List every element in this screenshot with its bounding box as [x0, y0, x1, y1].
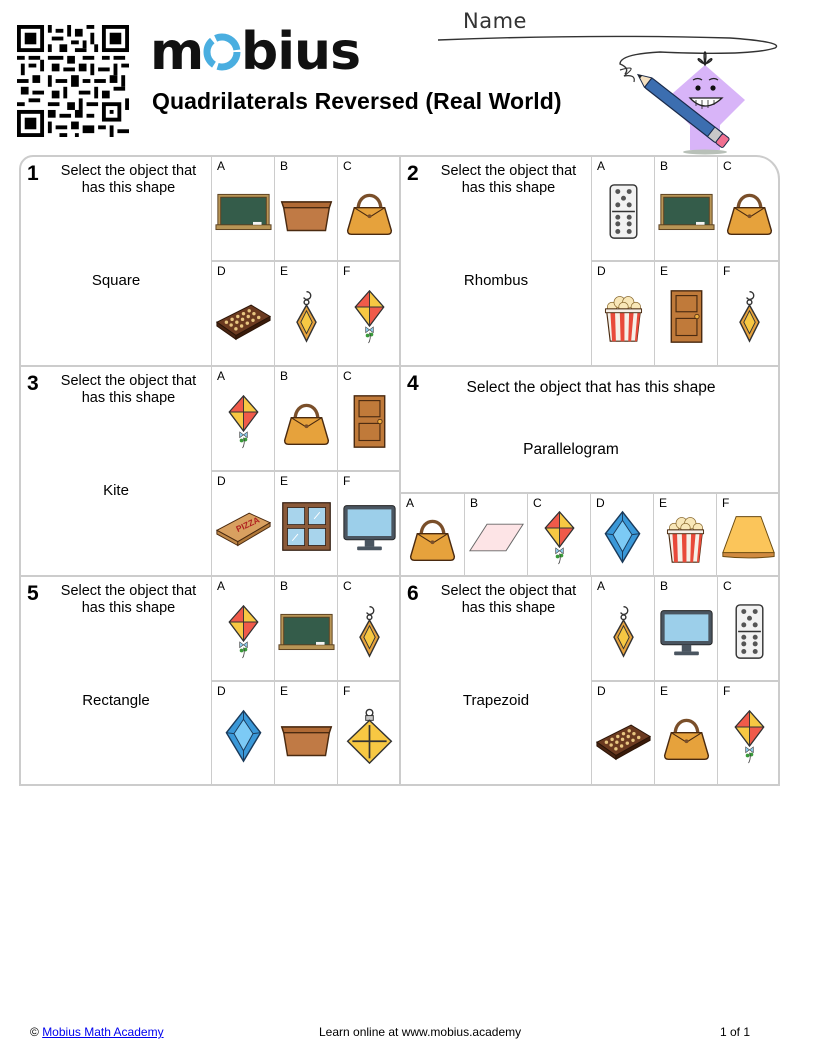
option-letter: A: [217, 579, 226, 593]
problem-3: [21, 367, 401, 577]
popcorn-icon: [595, 288, 652, 345]
option-e[interactable]: [274, 260, 337, 365]
footer-learn-online: Learn online at www.mobius.academy: [319, 1025, 522, 1039]
option-a[interactable]: [211, 157, 274, 262]
option-c[interactable]: [337, 367, 400, 472]
option-letter: A: [217, 369, 226, 383]
option-letter: C: [723, 579, 732, 593]
pizza-box-icon: [215, 498, 272, 555]
option-letter: F: [343, 474, 351, 488]
chocolate-box-icon: [215, 288, 272, 345]
mascot-illustration: [610, 40, 780, 155]
worksheet-title: Quadrilaterals Reversed (Real World): [152, 88, 562, 114]
gem-icon: [594, 509, 651, 566]
window-icon: [278, 498, 335, 555]
handbag-icon: [721, 183, 778, 240]
shape-name: Rectangle: [82, 692, 150, 709]
planter-box-icon: [278, 708, 335, 765]
option-f[interactable]: [717, 260, 780, 365]
door-icon: [658, 288, 715, 345]
svg-text:m: m: [150, 22, 204, 78]
problem-number: 3: [27, 372, 39, 395]
option-c[interactable]: [527, 492, 590, 577]
problem-number: 1: [27, 162, 39, 185]
problem-prompt: Select the object that has this shape: [60, 163, 197, 196]
option-a[interactable]: [211, 367, 274, 472]
option-letter: C: [343, 579, 352, 593]
diamond-earring-icon: [341, 603, 398, 660]
problem-prompt: Select the object that has this shape: [60, 583, 197, 616]
option-d[interactable]: [591, 680, 654, 785]
option-letter: C: [343, 159, 352, 173]
option-letter: C: [723, 159, 732, 173]
option-d[interactable]: [211, 470, 274, 575]
option-b[interactable]: [464, 492, 527, 577]
handbag-icon: [658, 708, 715, 765]
option-letter: A: [597, 159, 606, 173]
handbag-icon: [341, 183, 398, 240]
chalkboard-icon: [658, 183, 715, 240]
problem-6: [401, 577, 780, 786]
option-letter: B: [660, 579, 669, 593]
diamond-earring-icon: [595, 603, 652, 660]
option-letter: A: [597, 579, 606, 593]
shape-name: Square: [91, 272, 141, 289]
option-e[interactable]: [653, 492, 716, 577]
option-letter: B: [660, 159, 669, 173]
problem-5: [21, 577, 401, 786]
option-d[interactable]: [591, 260, 654, 365]
option-e[interactable]: [654, 260, 717, 365]
kite-icon: [215, 603, 272, 660]
option-f[interactable]: [337, 470, 400, 575]
option-letter: A: [406, 496, 415, 510]
kite-icon: [341, 288, 398, 345]
option-letter: F: [343, 264, 351, 278]
popcorn-icon: [657, 509, 714, 566]
qr-code: [17, 25, 129, 137]
chalkboard-icon: [215, 183, 272, 240]
option-b[interactable]: [654, 157, 717, 262]
svg-text:bius: bius: [241, 22, 360, 78]
option-a[interactable]: [401, 492, 464, 577]
footer-copyright: [30, 1025, 164, 1039]
option-d[interactable]: [211, 260, 274, 365]
option-b[interactable]: [654, 577, 717, 682]
problem-4: [401, 367, 780, 577]
shape-name: Kite: [103, 482, 129, 499]
problem-grid: [19, 155, 780, 786]
problem-number: 2: [407, 162, 419, 185]
planter-box-icon: [278, 183, 335, 240]
option-letter: B: [280, 159, 289, 173]
problem-prompt: Select the object that has this shape: [60, 373, 197, 406]
option-letter: E: [280, 684, 289, 698]
page-number: 1 of 1: [720, 1025, 751, 1039]
option-letter: E: [660, 684, 669, 698]
copyright-symbol: ©: [30, 1025, 39, 1039]
option-letter: B: [280, 579, 289, 593]
option-d[interactable]: [590, 492, 653, 577]
lampshade-icon: [720, 509, 777, 566]
option-letter: D: [597, 264, 606, 278]
option-e[interactable]: [654, 680, 717, 785]
kite-icon: [215, 393, 272, 450]
diamond-earring-icon: [721, 288, 778, 345]
option-d[interactable]: [211, 680, 274, 785]
diamond-earring-icon: [278, 288, 335, 345]
option-b[interactable]: [274, 577, 337, 682]
handbag-icon: [404, 509, 461, 566]
kite-icon: [721, 708, 778, 765]
option-letter: F: [722, 496, 730, 510]
problem-prompt: Select the object that has this shape: [440, 583, 577, 616]
option-b[interactable]: [274, 367, 337, 472]
option-letter: B: [280, 369, 289, 383]
option-c[interactable]: [717, 577, 780, 682]
option-a[interactable]: [211, 577, 274, 682]
option-letter: F: [723, 684, 731, 698]
problem-prompt: Select the object that has this shape: [440, 163, 577, 196]
option-f[interactable]: [717, 680, 780, 785]
option-letter: D: [217, 264, 226, 278]
option-e[interactable]: [274, 470, 337, 575]
problem-1: [21, 157, 401, 367]
option-letter: E: [659, 496, 668, 510]
option-letter: A: [217, 159, 226, 173]
problem-number: 5: [27, 582, 39, 605]
option-c[interactable]: [337, 577, 400, 682]
option-letter: E: [280, 474, 289, 488]
option-e[interactable]: [274, 680, 337, 785]
shape-name: Rhombus: [463, 272, 529, 289]
problem-prompt: Select the object that has this shape: [466, 379, 716, 396]
option-letter: D: [217, 684, 226, 698]
option-letter: C: [533, 496, 542, 510]
name-label: Name: [463, 9, 527, 33]
problem-number: 4: [407, 372, 419, 395]
mobius-academy-link[interactable]: Mobius Math Academy: [42, 1025, 164, 1039]
monitor-icon: [658, 603, 715, 660]
option-letter: D: [597, 684, 606, 698]
option-letter: F: [723, 264, 731, 278]
problem-number: 6: [407, 582, 419, 605]
option-letter: E: [280, 264, 289, 278]
option-f[interactable]: [337, 260, 400, 365]
option-b[interactable]: [274, 157, 337, 262]
kite-icon: [531, 509, 588, 566]
shape-name: Parallelogram: [523, 441, 619, 458]
option-letter: F: [343, 684, 351, 698]
option-c[interactable]: [717, 157, 780, 262]
option-letter: C: [343, 369, 352, 383]
shape-name: Trapezoid: [462, 692, 530, 709]
option-a[interactable]: [591, 577, 654, 682]
chalkboard-icon: [278, 603, 335, 660]
problem-2: [401, 157, 780, 367]
option-c[interactable]: [337, 157, 400, 262]
option-letter: D: [217, 474, 226, 488]
option-letter: E: [660, 264, 669, 278]
domino-icon: [595, 183, 652, 240]
mobius-logo: [150, 22, 360, 78]
monitor-icon: [341, 498, 398, 555]
ornament-icon: [341, 708, 398, 765]
parallelogram-icon: [468, 509, 525, 566]
option-f[interactable]: [716, 492, 780, 577]
chocolate-box-icon: [595, 708, 652, 765]
door-icon: [341, 393, 398, 450]
domino-icon: [721, 603, 778, 660]
option-letter: B: [470, 496, 479, 510]
gem-icon: [215, 708, 272, 765]
handbag-icon: [278, 393, 335, 450]
option-a[interactable]: [591, 157, 654, 262]
option-letter: D: [596, 496, 605, 510]
option-f[interactable]: [337, 680, 400, 785]
